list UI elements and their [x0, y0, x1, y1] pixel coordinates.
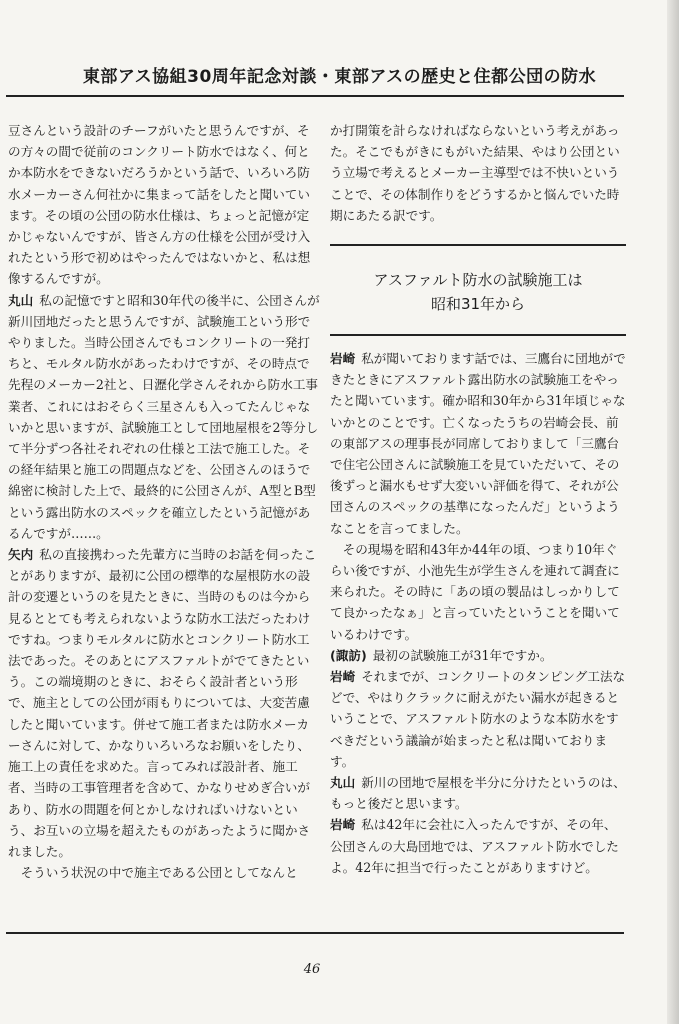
right-paragraph-4 — [330, 645, 626, 666]
speaker-label: 丸山 — [8, 292, 34, 308]
speaker-label: 岩崎 — [330, 817, 356, 833]
section-rule-top — [330, 244, 626, 246]
right-paragraph-2 — [330, 348, 626, 539]
speaker-label: 丸山 — [330, 775, 356, 791]
page-title: 東部アス協組30周年記念対談・東部アスの歴史と住都公団の防水 — [82, 67, 597, 87]
speaker-label: 矢内 — [8, 547, 34, 563]
section-title-line-2: 昭和31年から — [430, 295, 526, 313]
paragraph-text: 私が聞いております話では、三鷹台に団地ができたときにアスファルト露出防水の試験施工をやったと聞いています。確か昭和30年から31年頃じゃないかとのことです。亡くなったうちの岩崎会長、前の東部アスの理事長が同席しておりまして「三鷹台で住宅公団さんに試験施工を見ていただいて、その後ずっと漏水もせず大変いい評価を得て、それが公団さんのスペックの基準になったんだ」というようなことを言ってました。 — [330, 351, 626, 536]
left-column — [8, 120, 320, 883]
section-rule-bottom — [330, 334, 626, 336]
header-rule — [6, 95, 624, 97]
section-heading — [330, 268, 626, 316]
page-edge-shadow — [667, 0, 679, 1024]
right-column-continued — [330, 348, 626, 878]
speaker-label: 岩崎 — [330, 669, 356, 685]
paragraph-text: それまでが、コンクリートのタンピング工法などで、やはりクラックに耐えがたい漏水が起きるということで、アスファルト防水のような本防水をすべきだという議論が始まったと私は聞いております。 — [330, 669, 626, 769]
right-paragraph-7 — [330, 814, 626, 878]
page-number: 46 — [303, 962, 321, 977]
right-paragraph-3: その現場を昭和43年か44年の頃、つまり10年ぐらい後ですが、小池先生が学生さんを連れて調査に来られた。その時に「あの頃の製品はしっかりしてて良かったなぁ」と言っていたということを聞いているわけです。 — [330, 541, 620, 642]
right-paragraph-6 — [330, 772, 626, 814]
paragraph-text: 私は42年に会社に入ったんですが、その年、公団さんの大島団地では、アスファルト防水でしたよ。42年に担当で行ったことがありますけど。 — [330, 817, 619, 875]
speaker-label: 岩崎 — [330, 351, 356, 366]
right-column — [330, 120, 626, 226]
left-paragraph-3 — [8, 544, 320, 862]
left-paragraph-4: そういう状況の中で施主である公団としてなんと — [20, 865, 298, 881]
paragraph-text: 最初の試験施工が31年ですか。 — [372, 647, 553, 663]
section-title-line-1: アスファルト防水の試験施工は — [373, 271, 583, 289]
left-paragraph-2 — [8, 290, 320, 544]
paragraph-text: 新川の団地で屋根を半分に分けたというのは、もっと後だと思います。 — [330, 775, 626, 812]
right-paragraph-1: か打開策を計らなければならないという考えがあった。そこでもがきにもがいた結果、やはり公団という立場で考えるとメーカー主導型では不快いということで、その体制作りをどうするかと悩んでいた時期にあたる訳です。 — [330, 123, 620, 223]
paragraph-text: 私の直接携わった先輩方に当時のお話を伺ったことがありますが、最初に公団の標準的な屋根防水の設計の変遷というのを見たときに、当時のものは今から見るととても考えられないような防水工法だったわけですね。つまりモルタルに防水とコンクリート防水工法であった。そのあとにアスファルトがでてきたという。この端境期のときに、おそらく設計者という形で、施主としての公団が雨もりについては、大変苦慮したと聞いています。併せて施工者または防水メーカーさんに対して、かなりいろいろなお願いをしたり、施工上の責任を求めた。言ってみれば設計者、施工者、当時の工事管理者を含めて、かなりせめぎ合いがあり、防水の問題を何とかしなければいけないという、お互いの立場を超えたものがあったように聞かされました。 — [8, 547, 317, 859]
paragraph-text: 私の記憶ですと昭和30年代の後半に、公団さんが新川団地だったと思うんですが、試験施工という形でやりました。当時公団さんでもコンクリートの一発打ちと、モルタル防水があったわけですが、その時点で先程のメーカー2社と、日瀝化学さんそれから防水工事業者、これにはおそらく三星さんも入ってたんじゃないかと思いますが、試験施工として団地屋根を2等分して半分ずつ各社それぞれの仕様と工法で施工した。その経年結果と施工の問題点などを、公団さんのほうで綿密に検討した上で、最終的に公団さんが、A型とB型という露出防水のスペックを確立したという記憶があるんですが……。 — [8, 292, 320, 541]
right-paragraph-5 — [330, 666, 626, 772]
left-paragraph-1: 豆さんという設計のチーフがいたと思うんですが、その方々の間で従前のコンクリート防水ではなく、何とか本防水をできないだろうかという話で、いろいろ防水メーカーさん何社かに集まって話をしたと聞いています。その頃の公団の防水仕様は、ちょっと記憶が定かじゃないんですが、皆さん方の仕様を公団が受け入れたという形で初めはやったんではないかと、私は想像するんですが。 — [8, 123, 311, 287]
speaker-label: (諏訪) — [330, 647, 367, 663]
footer-rule — [6, 932, 624, 934]
